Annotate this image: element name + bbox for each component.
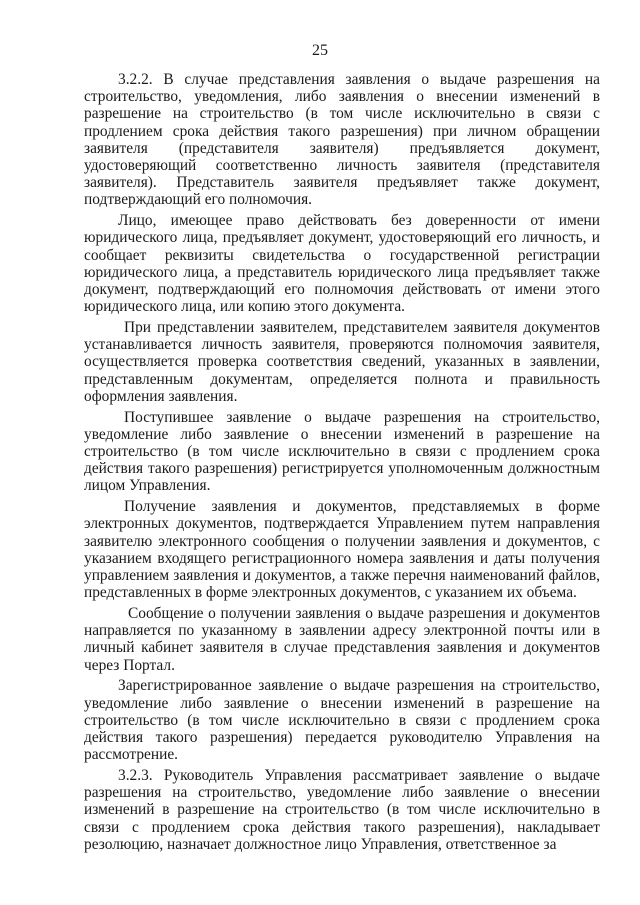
paragraph-transfer: Зарегистрированное заявление о выдаче разрешения на строительство, уведомление либо заявление о внесении изменений в разрешение на строительство (в том числе исключительно в связи с продлением срока действия такого разрешения) передается руководителю Управления на рассмотрение.	[84, 677, 600, 764]
paragraph-3-2-2: 3.2.2. В случае представления заявления о выдаче разрешения на строительство, уведомления, либо заявления о внесении изменений в разрешение на строительство (в том числе исключительно в связи с продлением срока действия такого разрешения) при личном обращении заявителя (представителя заявителя) предъявляется документ, удостоверяющий соответственно личность заявителя (представителя заявителя). Представитель заявителя предъявляет также документ, подтверждающий его полномочия.	[84, 71, 600, 209]
page-number: 25	[312, 42, 328, 59]
document-body	[84, 71, 600, 857]
paragraph-legal-entity: Лицо, имеющее право действовать без доверенности от имени юридического лица, предъявляет документ, удостоверяющий его личность, и сообщает реквизиты свидетельства о государственной регистрации юридического лица, а представитель юридического лица предъявляет также документ, подтверждающий его полномочия действовать от имени этого юридического лица, или копию этого документа.	[84, 212, 600, 316]
paragraph-electronic-receipt: Получение заявления и документов, представляемых в форме электронных документов, подтверждается Управлением путем направления заявителю электронного сообщения о получении заявления и документов, с указанием входящего регистрационного номера заявления и даты получения управлением заявления и документов, а также перечня наименований файлов, представленных в форме электронных документов, с указанием их объема.	[84, 498, 600, 602]
paragraph-3-2-3: 3.2.3. Руководитель Управления рассматривает заявление о выдаче разрешения на строительство, уведомление либо заявление о внесении изменений в разрешение на строительство (в том числе исключительно в связи с продлением срока действия такого разрешения), накладывает резолюцию, назначает должностное лицо Управления, ответственное за	[84, 767, 600, 853]
paragraph-identity-check: При представлении заявителем, представителем заявителя документов устанавливается личность заявителя, проверяются полномочия заявителя, осуществляется проверка соответствия сведений, указанных в заявлении, представленным документам, определяется полнота и правильность оформления заявления.	[84, 319, 600, 405]
paragraph-notification: Сообщение о получении заявления о выдаче разрешения и документов направляется по указанному в заявлении адресу электронной почты или в личный кабинет заявителя в случае представления заявления и документов через Портал.	[84, 605, 600, 674]
paragraph-registration: Поступившее заявление о выдаче разрешения на строительство, уведомление либо заявление о внесении изменений в разрешение на строительство (в том числе исключительно в связи с продлением срока действия такого разрешения) регистрируется уполномоченным должностным лицом Управления.	[84, 408, 600, 495]
